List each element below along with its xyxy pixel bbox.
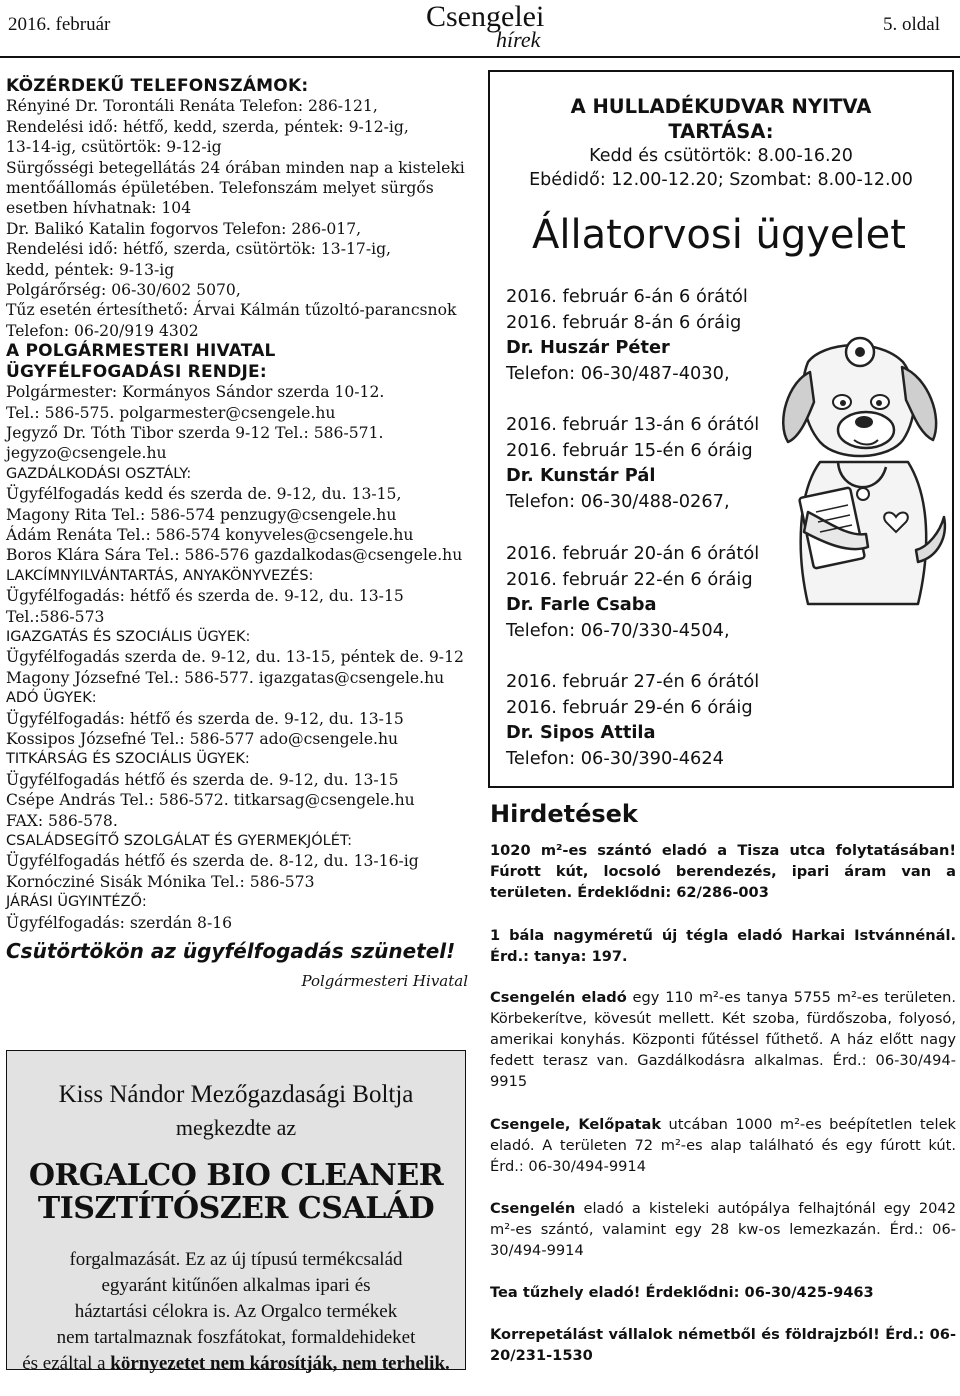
waste-yard-title-line: TARTÁSA: (668, 120, 774, 143)
vet-duty-entry (506, 669, 759, 771)
classified-ad-lead: Csengelén eladó (490, 989, 627, 1006)
shop-ad-line (7, 1351, 465, 1377)
waste-yard-title-line: A HULLADÉKUDVAR NYITVA (570, 95, 872, 118)
text-line: Csépe András Tel.: 586-572. titkarsag@csengele.hu (6, 791, 415, 810)
text-line: Ügyfélfogadás hétfő és szerda de. 8-12, du. 13-16-ig (6, 852, 419, 871)
section-subheading: JÁRÁSI ÜGYINTÉZŐ: (6, 894, 147, 911)
doctor-phone: Telefon: 06-30/390-4624 (506, 747, 724, 769)
shop-name: Kiss Nándor Mezőgazdasági Boltja (58, 1081, 414, 1108)
shop-ad-line: háztartási célokra is. Az Orgalco termékek (74, 1301, 398, 1322)
text-line: esetben hívhatnak: 104 (6, 199, 192, 218)
section-heading: ÜGYFÉLFOGADÁSI RENDJE: (6, 361, 267, 382)
doctor-name: Dr. Huszár Péter (506, 337, 670, 358)
doctor-phone: Telefon: 06-70/330-4504, (506, 619, 730, 641)
classified-ad-text: 1020 m²-es szántó eladó a Tisza utca folytatásában! Fúrott kút, locsoló berendezés, ipari áram van a területen. Érdeklődni: 62/286-003 (490, 842, 956, 901)
text-line: jegyzo@csengele.hu (6, 444, 167, 463)
duty-to: 2016. február 22-én 6 óráig (506, 568, 753, 590)
section-subheading: IGAZGATÁS ÉS SZOCIÁLIS ÜGYEK: (6, 628, 251, 645)
text-line: 13-14-ig, csütörtök: 9-12-ig (6, 138, 222, 157)
classified-ad-text: egy 110 m²-es tanya 5755 m²-es területen. Körbekerítve, kövesút mellett. Két szoba, fürdőszoba, folyosó, amerikai konyhás. Központi fűtéssel fűthető. A ház előtt nagy fedett terasz van. Gazdálkodásra alkalmas. Érd.: 06-30/494-9915 (490, 989, 956, 1090)
text-line: Kornócziné Sisák Mónika Tel.: 586-573 (6, 872, 315, 891)
duty-from: 2016. február 27-én 6 órától (506, 671, 760, 692)
classified-ad (490, 840, 956, 903)
text-line: Boros Klára Sára Tel.: 586-576 gazdalkodas@csengele.hu (6, 546, 463, 565)
classified-ad (490, 987, 956, 1092)
vet-duty-entry (506, 541, 759, 643)
issue-date: 2016. február (8, 14, 111, 35)
classifieds-title: Hirdetések (490, 800, 638, 828)
text-line: Ügyfélfogadás: hétfő és szerda de. 9-12, du. 13-15 (6, 587, 404, 606)
page-header (0, 0, 960, 58)
section-subheading: LAKCÍMNYILVÁNTARTÁS, ANYAKÖNYVEZÉS: (6, 567, 314, 584)
vet-duty-title: Állatorvosi ügyelet (532, 212, 906, 258)
classified-ad-text: utcában 1000 m²-es beépítetlen telek eladó. A területen 72 m²-es alap található és egy fúrott kút. Érd.: 06-30/494-9914 (490, 1116, 956, 1175)
page-number: 5. oldal (883, 14, 940, 35)
text-line: Dr. Balikó Katalin fogorvos Telefon: 286-017, (6, 219, 362, 238)
text-line: Tűz esetén értesíthető: Árvai Kálmán tűzoltó-parancsnok (6, 301, 457, 320)
text-line: Jegyző Dr. Tóth Tibor szerda 9-12 Tel.: 586-571. (6, 423, 384, 442)
section-heading: A POLGÁRMESTERI HIVATAL (6, 341, 276, 362)
classified-ad-text: Korrepetálást vállalok németből és földrajzból! Érd.: 06-20/231-1530 (490, 1326, 956, 1364)
text-line: Rényiné Dr. Torontáli Renáta Telefon: 286-121, (6, 97, 378, 116)
text-line: kedd, péntek: 9-13-ig (6, 260, 175, 279)
classified-ad-text: 1 bála nagyméretű új tégla eladó Harkai Istvánnénál. Érd.: tanya: 197. (490, 927, 956, 965)
text-line: Rendelési idő: hétfő, kedd, szerda, péntek: 9-12-ig, (6, 117, 409, 136)
product-name-line: TISZTÍTÓSZER CSALÁD (37, 1191, 435, 1226)
text-line: Magony Józsefné Tel.: 586-577. igazgatas@csengele.hu (6, 668, 445, 687)
section-subheading: GAZDÁLKODÁSI OSZTÁLY: (6, 465, 192, 482)
directory-title: KÖZÉRDEKŰ TELEFONSZÁMOK: (6, 76, 309, 96)
text-line: Magony Rita Tel.: 586-574 penzugy@csengele.hu (6, 505, 397, 524)
signature: Polgármesteri Hivatal (301, 972, 468, 991)
shop-ad-body (7, 1247, 465, 1377)
text-line: Polgárőrség: 06-30/602 5070, (6, 281, 241, 300)
product-name-line: ORGALCO BIO CLEANER (28, 1158, 444, 1193)
classified-ad-text: Tea tűzhely eladó! Érdeklődni: 06-30/425-9463 (490, 1284, 874, 1301)
shop-ad-line: nem tartalmaznak foszfátokat, formaldehideket (56, 1327, 416, 1348)
waste-yard-title (490, 94, 952, 144)
newspaper-logo-sub: hírek (496, 27, 541, 52)
duty-from: 2016. február 20-án 6 órától (506, 543, 760, 564)
shop-advertisement (6, 1050, 466, 1374)
waste-yard-hours: Kedd és csütörtök: 8.00-16.20 (589, 146, 853, 166)
closed-notice: Csütörtökön az ügyfélfogadás szünetel! (6, 939, 456, 964)
text-line: Ügyfélfogadás: hétfő és szerda de. 9-12, du. 13-15 (6, 709, 404, 728)
text-line: Ügyfélfogadás kedd és szerda de. 9-12, du. 13-15, (6, 485, 402, 504)
text-line: Tel.:586-573 (6, 607, 105, 626)
section-subheading: ADÓ ÜGYEK: (6, 690, 97, 707)
doctor-name: Dr. Farle Csaba (506, 594, 657, 615)
text-line: Ügyfélfogadás: szerdán 8-16 (6, 913, 233, 932)
classified-ad (490, 1282, 956, 1303)
classified-ad (490, 1114, 956, 1177)
shop-ad-line: egyaránt kitűnően alkalmas ipari és (101, 1275, 371, 1296)
classified-ad-lead: Csengelén (490, 1200, 576, 1217)
vet-duty-entry (506, 284, 748, 386)
vet-duty-entry (506, 412, 759, 514)
classified-ad (490, 925, 956, 967)
waste-yard-hours: Ebédidő: 12.00-12.20; Szombat: 8.00-12.00 (529, 170, 913, 190)
text-line: Ádám Renáta Tel.: 586-574 konyveles@csengele.hu (6, 525, 414, 544)
newspaper-logo: Csengelei (426, 0, 545, 33)
shop-ad-text: és ezáltal a (22, 1353, 111, 1374)
doctor-phone: Telefon: 06-30/488-0267, (506, 490, 730, 512)
shop-ad-line: forgalmazását. Ez az új típusú termékcsalád (69, 1249, 403, 1270)
text-line: Tel.: 586-575. polgarmester@csengele.hu (6, 403, 336, 422)
duty-to: 2016. február 15-én 6 óráig (506, 439, 753, 461)
duty-from: 2016. február 13-án 6 órától (506, 414, 760, 435)
section-subheading: CSALÁDSEGÍTŐ SZOLGÁLAT ÉS GYERMEKJÓLÉT: (6, 833, 353, 850)
text-line: Rendelési idő: hétfő, szerda, csütörtök: 13-17-ig, (6, 240, 392, 259)
doctor-name: Dr. Kunstár Pál (506, 465, 656, 486)
doctor-name: Dr. Sipos Attila (506, 722, 656, 743)
section-subheading: TITKÁRSÁG ÉS SZOCIÁLIS ÜGYEK: (6, 751, 250, 768)
classified-ad-text: eladó a kisteleki autópálya felhajtónál egy 2042 m²-es szántó, valamint egy 28 kw-os lemezkazán. Érd.: 06-30/494-9914 (490, 1200, 956, 1259)
classified-ad (490, 1198, 956, 1261)
duty-from: 2016. február 6-án 6 órától (506, 286, 748, 307)
classified-ad (490, 1324, 956, 1366)
text-line: FAX: 586-578. (6, 811, 118, 830)
text-line: Polgármester: Kormányos Sándor szerda 10-12. (6, 383, 385, 402)
text-line: Ügyfélfogadás hétfő és szerda de. 9-12, du. 13-15 (6, 770, 399, 789)
text-line: mentőállomás épületében. Telefonszám melyet sürgős (6, 179, 434, 198)
shop-ad-emphasis: környezetet nem károsítják, nem terhelik. (110, 1353, 450, 1374)
text-line: Ügyfélfogadás szerda de. 9-12, du. 13-15, péntek de. 9-12 (6, 648, 464, 667)
duty-to: 2016. február 8-án 6 óráig (506, 311, 742, 333)
dog-doctor-illustration (768, 322, 953, 612)
phone-directory (6, 76, 468, 992)
text-line: Sürgősségi betegellátás 24 órában minden nap a kisteleki (6, 158, 465, 177)
classified-ad-lead: Csengele, Kelőpatak (490, 1116, 662, 1133)
text-line: Kossipos Józsefné Tel.: 586-577 ado@csengele.hu (6, 730, 399, 748)
waste-and-vet-box (488, 70, 954, 788)
text-line: Telefon: 06-20/919 4302 (6, 321, 199, 340)
shop-ad-text: megkezdte az (175, 1115, 297, 1140)
product-name (7, 1159, 465, 1225)
duty-to: 2016. február 29-én 6 óráig (506, 696, 753, 718)
doctor-phone: Telefon: 06-30/487-4030, (506, 362, 730, 384)
